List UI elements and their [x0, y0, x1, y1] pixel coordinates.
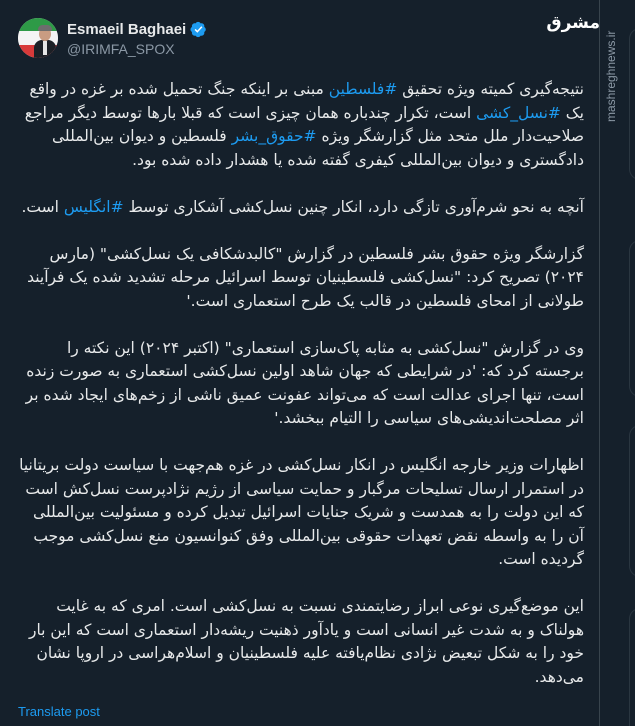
display-name-row — [67, 20, 207, 40]
post-paragraph — [18, 78, 584, 172]
watermark-site: mashreghnews.ir — [604, 30, 618, 122]
post-text: است، تکرار چندباره همان چیزی است که قبلا بارها توسط دیگر مراجع صلاحیت‌دار ملل متحد مثل گزارشگر ویژه — [24, 103, 584, 145]
post-paragraph — [18, 243, 584, 314]
post-text: وی در گزارش "نسل‌کشی به مثابه پاک‌سازی استعماری" (اکتبر ۲۰۲۴) این نکته را برجسته کرد که: 'در شرایطی که جهان شاهد اولین نسل‌کشی استعماری به صورت زنده است، تنها اجرای عدالت است که می‌تواند عفونت عمیق ناشی از زخم‌های ایجاد شده بر اثر مصلحت‌اندیشی‌های سیاسی را التیام ببخشد.' — [25, 338, 584, 427]
hashtag-link[interactable]: #نسل_کشی — [476, 103, 561, 122]
avatar-shirt — [43, 41, 47, 55]
post-text: گزارشگر ویژه حقوق بشر فلسطین در گزارش "کالبدشکافی یک نسل‌کشی" (مارس ۲۰۲۴) تصریح کرد: "نسل‌کشی فلسطینیان توسط اسرائیل مرحله تشدید شده یک فرآیند طولانی از امحای فلسطین در قالب یک طرح استعماری است.' — [27, 244, 584, 310]
side-panel-edge — [629, 608, 635, 726]
mashregh-logo: مشرق — [546, 13, 600, 33]
post-paragraph — [18, 454, 584, 572]
post-paragraph — [18, 196, 584, 220]
post-text: فلسطین و دیوان بین‌المللی دادگستری و دیوان بین‌المللی کیفری گفته شده یا هشدار داده شده بود. — [52, 127, 584, 169]
hashtag-link[interactable]: #حقوق_بشر — [231, 127, 317, 145]
post-text: این موضع‌گیری نوعی ابراز رضایتمندی نسبت به نسل‌کشی است. امری که به غایت هولناک و به شدت غیر انسانی است و یادآور ذهنیت ریشه‌دار استعماری است که این بار خود را به شکل تبعیض نژادی نظام‌یافته علیه فلسطینیان و اسلام‌هراسی در اروپا نشان می‌دهد. — [28, 597, 584, 686]
side-panel-edge — [629, 28, 635, 180]
post-text: است. — [21, 197, 64, 216]
hashtag-link[interactable]: #فلسطین — [328, 80, 398, 98]
side-panel-edge — [629, 425, 635, 577]
post-body — [18, 78, 584, 713]
post-paragraph — [18, 595, 584, 689]
author-names — [67, 20, 207, 57]
verified-badge-icon[interactable] — [190, 21, 207, 38]
author-handle[interactable]: @IRIMFA_SPOX — [67, 40, 175, 57]
post-text: آنچه به نحو شرم‌آوری تازگی دارد، انکار چنین نسل‌کشی آشکاری توسط — [123, 197, 584, 216]
avatar[interactable] — [18, 18, 58, 58]
post-text: مبنی بر اینکه جنگ تحمیل شده بر غزه در واقع یک — [29, 80, 584, 122]
hashtag-link[interactable]: #انگلیس — [63, 197, 124, 216]
post-header — [18, 18, 207, 58]
post-text: اظهارات وزیر خارجه انگلیس در انکار نسل‌کشی در غزه هم‌جهت با سیاست دولت بریتانیا در استمرار ارسال تسلیحات مرگبار و حمایت سیاسی از رژیم نژادپرست نسل‌کش است که این دولت را به همدست و شریک جنایات اسرائیل تبدیل کرده و مسئولیت بین‌المللی آن را به واسطه نقض تعهدات حقوقی بین‌المللی وفق کنوانسیون منع نسل‌کشی موجب گردیده است. — [19, 456, 584, 568]
translate-post-link[interactable]: Translate post — [18, 704, 100, 719]
post-paragraph — [18, 337, 584, 431]
post-text: نتیجه‌گیری کمیته ویژه تحقیق — [397, 80, 584, 98]
display-name[interactable]: Esmaeil Baghaei — [67, 21, 187, 38]
side-panel-edge — [629, 240, 635, 397]
avatar-hair — [38, 25, 52, 31]
